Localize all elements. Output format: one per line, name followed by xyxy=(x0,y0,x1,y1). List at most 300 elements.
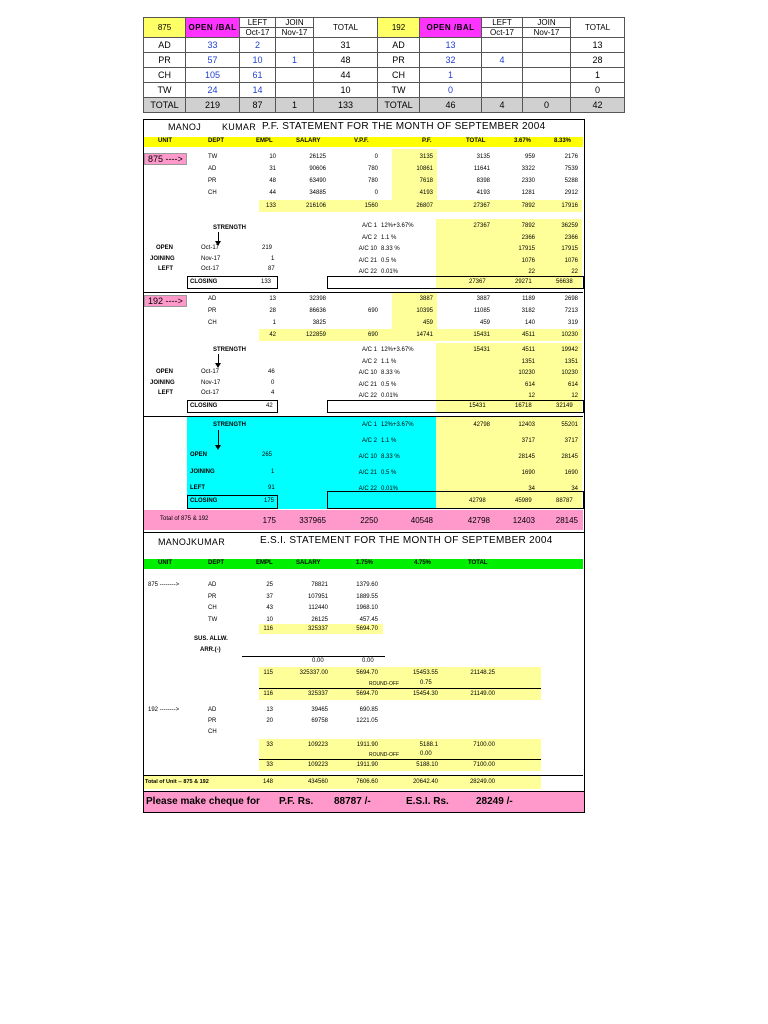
col-header: TOTAL xyxy=(468,560,488,566)
open-cell: 1 xyxy=(420,68,482,83)
value-cell: 21149.00 xyxy=(470,691,495,697)
open-label: OPEN xyxy=(156,245,174,251)
closing-total: 56638 xyxy=(556,279,573,285)
left-cell xyxy=(482,68,523,83)
value-cell: 116 xyxy=(263,626,273,632)
dept-cell: CH xyxy=(144,68,186,83)
value-cell: 48 xyxy=(269,178,276,184)
account-label: A/C 21 xyxy=(358,381,377,388)
account-value: 1076 xyxy=(564,257,578,264)
joining-value: 1 xyxy=(271,469,275,475)
subtotal-cell: 10230 xyxy=(561,332,578,338)
total-cell: 44 xyxy=(314,68,378,83)
dept-cell: CH xyxy=(378,68,420,83)
dept-cell: TW xyxy=(378,83,420,98)
value-cell: 10 xyxy=(269,154,276,160)
col-header: EMPL xyxy=(256,138,273,144)
closing-value: 133 xyxy=(261,279,272,285)
account-label: A/C 10 xyxy=(358,454,377,460)
account-value: 36259 xyxy=(561,223,578,229)
value-cell: 86636 xyxy=(309,308,326,314)
account-value: 15431 xyxy=(473,347,490,353)
total-label: TOTAL xyxy=(378,98,420,113)
account-value: 1690 xyxy=(521,470,535,476)
subtotal-cell: 42 xyxy=(269,332,276,338)
esi-name: MANOJKUMAR xyxy=(158,537,226,547)
value-cell: 37 xyxy=(266,593,273,600)
value-cell: 5694.70 xyxy=(356,691,378,697)
strength-arrow xyxy=(218,430,219,446)
account-value: 614 xyxy=(567,381,578,388)
subtotal-cell: 28145 xyxy=(555,516,578,525)
value-cell: 140 xyxy=(524,320,535,326)
subtotal-cell: 40548 xyxy=(410,516,433,525)
value-cell: 459 xyxy=(422,320,433,326)
value-cell: 2330 xyxy=(521,178,535,184)
dept-cell: CH xyxy=(208,190,217,196)
value-cell: 13 xyxy=(266,707,273,713)
account-label: A/C 1 xyxy=(361,347,377,353)
account-label: A/C 10 xyxy=(358,246,377,252)
account-rate: 12%+3.67% xyxy=(381,422,414,428)
col-header: UNIT xyxy=(158,560,172,566)
account-label: A/C 21 xyxy=(358,470,377,476)
join-cell xyxy=(523,38,571,53)
value-cell: 15454.30 xyxy=(412,691,438,697)
account-rate: 8.33 % xyxy=(381,246,400,252)
left-label: LEFT xyxy=(190,485,205,491)
join-cell xyxy=(276,83,314,98)
value-cell: 39465 xyxy=(311,707,328,713)
account-value: 1351 xyxy=(521,358,535,365)
total-row xyxy=(144,98,625,113)
account-label: A/C 2 xyxy=(361,358,377,365)
dept-cell: TW xyxy=(208,154,218,160)
value-cell: 5288 xyxy=(564,178,578,184)
open-label: OPEN xyxy=(156,369,174,375)
value-cell: 109223 xyxy=(307,742,328,748)
value-cell: 78821 xyxy=(311,582,328,588)
dept-cell: TW xyxy=(208,616,218,623)
closing-totals-box xyxy=(327,276,584,289)
value-cell: 434560 xyxy=(307,779,328,785)
account-label: A/C 2 xyxy=(361,234,377,241)
value-cell: 3322 xyxy=(521,166,535,172)
open-cell: 46 xyxy=(420,98,482,113)
unit-192-cell: 192 xyxy=(378,18,420,38)
dept-cell: PR xyxy=(208,718,217,724)
join-month: Nov-17 xyxy=(276,28,314,38)
value-cell: 2912 xyxy=(564,190,578,196)
open-month: Oct-17 xyxy=(201,369,220,375)
zero-value: 0.00 xyxy=(312,658,324,664)
col-header: V.P.F. xyxy=(354,138,369,144)
strength-label: STRENGTH xyxy=(213,347,246,353)
account-label: A/C 1 xyxy=(361,223,377,229)
value-cell: 1189 xyxy=(522,296,535,302)
strength-label: STRENGTH xyxy=(213,225,246,231)
join-cell xyxy=(523,83,571,98)
joining-label: JOINING xyxy=(150,256,175,262)
value-cell: 4193 xyxy=(476,190,490,196)
dept-cell: PR xyxy=(208,178,217,184)
pf-amount-label: P.F. Rs. xyxy=(279,796,314,807)
account-value: 3717 xyxy=(564,438,578,444)
table-row xyxy=(144,68,625,83)
left-value: 91 xyxy=(268,485,275,491)
value-cell: 0 xyxy=(374,190,378,196)
value-cell: 1911.90 xyxy=(356,762,378,768)
account-rate: 0.5 % xyxy=(381,470,397,476)
subtotal-cell: 690 xyxy=(367,332,378,338)
left-value: 4 xyxy=(271,390,275,396)
closing-value: 175 xyxy=(264,498,275,504)
value-cell: 5694.70 xyxy=(356,626,378,632)
value-cell: 7606.60 xyxy=(356,779,378,785)
left-cell: 4 xyxy=(482,98,523,113)
value-cell: 10 xyxy=(266,616,273,623)
subtotal-cell: 216106 xyxy=(305,203,326,209)
value-cell: 1 xyxy=(272,320,276,326)
open-cell: 24 xyxy=(186,83,240,98)
account-value: 17915 xyxy=(518,246,535,252)
value-cell: 31 xyxy=(269,166,276,172)
arrow-down-icon xyxy=(215,445,221,450)
join-cell: 1 xyxy=(276,98,314,113)
joining-label: JOINING xyxy=(190,469,215,475)
value-cell: 21148.25 xyxy=(470,670,495,676)
account-value: 42798 xyxy=(473,422,490,428)
left-cell: 4 xyxy=(482,53,523,68)
account-value: 2366 xyxy=(564,234,578,241)
table-row xyxy=(144,83,625,98)
total-cell: 133 xyxy=(314,98,378,113)
value-cell: 69758 xyxy=(311,718,328,724)
grand-total-label: Total of 875 & 192 xyxy=(160,516,209,522)
value-cell: 148 xyxy=(262,779,273,785)
roundoff-value: 0.00 xyxy=(420,751,432,757)
subtotal-cell: 1560 xyxy=(364,203,378,209)
left-header: LEFT xyxy=(482,18,523,28)
joining-value: 1 xyxy=(271,256,275,262)
unit-875-cell: 875 xyxy=(144,18,186,38)
account-rate: 0.01% xyxy=(381,486,399,492)
value-cell: 3135 xyxy=(476,154,490,160)
left-month: Oct-17 xyxy=(240,28,276,38)
account-label: A/C 21 xyxy=(358,257,377,264)
value-cell: 63490 xyxy=(309,178,326,184)
value-cell: 11085 xyxy=(473,308,490,314)
total-cell: 0 xyxy=(571,83,625,98)
join-cell: 1 xyxy=(276,53,314,68)
value-cell: 5694.70 xyxy=(356,670,378,676)
open-bal-header: OPEN /BAL xyxy=(186,18,240,38)
value-cell: 15453.55 xyxy=(412,670,438,676)
joining-label: JOINING xyxy=(150,380,175,386)
account-rate: 1.1 % xyxy=(381,358,397,365)
unit-192-label: 192 --------> xyxy=(148,707,180,713)
table-row xyxy=(144,38,625,53)
roundoff-label: ROUND-OFF xyxy=(369,681,399,687)
open-label: OPEN xyxy=(190,452,208,458)
open-cell: 0 xyxy=(420,83,482,98)
account-label: A/C 22 xyxy=(358,486,377,492)
pf-name-last: KUMAR xyxy=(222,122,257,132)
left-month: Oct-17 xyxy=(482,28,523,38)
closing-total: 32149 xyxy=(556,403,573,409)
value-cell: 109223 xyxy=(307,762,328,768)
col-header: 1.75% xyxy=(356,560,374,566)
unit-875-tag: 875 ----> xyxy=(144,153,187,165)
left-label: LEFT xyxy=(158,390,173,396)
value-cell: 780 xyxy=(367,178,378,184)
joining-month: Nov-17 xyxy=(201,380,221,386)
total-cell: 31 xyxy=(314,38,378,53)
account-value: 34 xyxy=(528,486,535,492)
account-value: 28145 xyxy=(561,454,578,460)
value-cell: 26125 xyxy=(309,154,326,160)
total-cell: 1 xyxy=(571,68,625,83)
closing-total: 29271 xyxy=(515,279,532,285)
subtotal-cell: 14741 xyxy=(416,332,433,338)
dept-cell: CH xyxy=(208,729,217,735)
subtotal-cell: 17916 xyxy=(561,203,578,209)
closing-total: 45989 xyxy=(515,498,532,504)
account-label: A/C 10 xyxy=(358,370,377,376)
join-header: JOIN xyxy=(523,18,571,28)
roundoff-label: ROUND-OFF xyxy=(369,752,399,758)
subtotal-cell: 12403 xyxy=(512,516,535,525)
left-header: LEFT xyxy=(240,18,276,28)
joining-month: Nov-17 xyxy=(201,256,221,262)
value-cell: 1968.10 xyxy=(356,605,378,611)
account-value: 27367 xyxy=(473,223,490,229)
dept-cell: CH xyxy=(208,320,217,326)
account-value: 22 xyxy=(528,269,535,275)
value-cell: 13 xyxy=(269,296,276,302)
left-month: Oct-17 xyxy=(201,266,220,272)
account-rate: 0.5 % xyxy=(381,257,397,264)
left-cell xyxy=(482,83,523,98)
total-header: TOTAL xyxy=(314,18,378,38)
closing-totals-box xyxy=(327,491,584,509)
pf-statement-title: P.F. STATEMENT FOR THE MONTH OF SEPTEMBER 2004 xyxy=(262,121,546,132)
divider xyxy=(143,775,583,776)
account-rate: 0.01% xyxy=(381,269,399,275)
value-cell: 7539 xyxy=(564,166,578,172)
account-rate: 8.33 % xyxy=(381,454,400,460)
value-cell: 26125 xyxy=(311,616,328,623)
col-header: 8.33% xyxy=(554,138,572,144)
joining-value: 0 xyxy=(271,380,275,386)
dept-cell: AD xyxy=(208,166,217,172)
account-rate: 1.1 % xyxy=(381,438,397,444)
join-cell: 0 xyxy=(523,98,571,113)
account-value: 12 xyxy=(571,393,578,399)
account-rate: 12%+3.67% xyxy=(381,223,414,229)
value-cell: 319 xyxy=(567,320,578,326)
value-cell: 690.85 xyxy=(359,707,378,713)
subtotal-cell: 175 xyxy=(262,516,276,525)
value-cell: 32398 xyxy=(309,296,326,302)
value-cell: 112440 xyxy=(308,605,328,611)
esi-statement-title: E.S.I. STATEMENT FOR THE MONTH OF SEPTEMBER 2004 xyxy=(260,535,553,546)
value-cell: 33 xyxy=(266,762,273,768)
left-cell: 2 xyxy=(240,38,276,53)
total-cell: 48 xyxy=(314,53,378,68)
esi-amount-label: E.S.I. Rs. xyxy=(406,796,449,807)
strength-summary-table xyxy=(143,17,625,113)
value-cell: 7100.00 xyxy=(473,742,495,748)
value-cell: 959 xyxy=(524,154,535,160)
value-cell: 7618 xyxy=(419,178,433,184)
total-cell: 28 xyxy=(571,53,625,68)
col-header: SALARY xyxy=(296,138,321,144)
join-cell xyxy=(276,68,314,83)
account-value: 22 xyxy=(571,269,578,275)
closing-label: CLOSING xyxy=(190,403,218,409)
account-rate: 0.5 % xyxy=(381,381,397,388)
value-cell: 34885 xyxy=(309,190,326,196)
arrears-label: ARR.(-) xyxy=(200,647,221,653)
account-label: A/C 22 xyxy=(358,393,377,399)
value-cell: 325337 xyxy=(307,626,328,632)
open-cell: 32 xyxy=(420,53,482,68)
dept-cell: AD xyxy=(208,296,217,302)
col-header: TOTAL xyxy=(466,138,486,144)
closing-total: 27367 xyxy=(469,279,486,285)
account-value: 7892 xyxy=(521,223,535,229)
divider xyxy=(259,759,541,760)
value-cell: 115 xyxy=(263,670,273,676)
account-value: 614 xyxy=(524,381,535,388)
dept-cell: AD xyxy=(378,38,420,53)
account-value: 10230 xyxy=(561,370,578,376)
subtotal-cell: 122859 xyxy=(305,332,326,338)
left-cell: 61 xyxy=(240,68,276,83)
value-cell: 33 xyxy=(266,742,273,748)
total-cell: 10 xyxy=(314,83,378,98)
closing-totals-box xyxy=(327,400,584,413)
open-cell: 219 xyxy=(186,98,240,113)
account-value: 12403 xyxy=(518,422,535,428)
divider xyxy=(259,688,541,689)
divider xyxy=(242,656,385,657)
dept-cell: PR xyxy=(208,308,217,314)
closing-total: 15431 xyxy=(469,403,486,409)
account-value: 1351 xyxy=(564,358,578,365)
value-cell: 44 xyxy=(269,190,276,196)
value-cell: 28249.00 xyxy=(469,779,495,785)
subtotal-cell: 2250 xyxy=(360,516,378,525)
open-bal-header: OPEN /BAL xyxy=(420,18,482,38)
value-cell: 20642.40 xyxy=(412,779,438,785)
account-value: 2366 xyxy=(521,234,535,241)
join-header: JOIN xyxy=(276,18,314,28)
left-month: Oct-17 xyxy=(201,390,220,396)
account-value: 3717 xyxy=(521,438,535,444)
value-cell: 325337.00 xyxy=(299,670,328,676)
value-cell: 1379.60 xyxy=(356,582,378,588)
strength-label: STRENGTH xyxy=(213,422,246,428)
pf-header-bar xyxy=(144,137,583,147)
join-cell xyxy=(276,38,314,53)
pf-name-first: MANOJ xyxy=(168,122,201,132)
account-value: 34 xyxy=(571,486,578,492)
value-cell: 325337 xyxy=(307,691,328,697)
total-header: TOTAL xyxy=(571,18,625,38)
value-cell: 28 xyxy=(269,308,276,314)
account-value: 1690 xyxy=(564,470,578,476)
unit-875-label: 875 --------> xyxy=(148,582,180,588)
value-cell: 10861 xyxy=(416,166,433,172)
closing-total: 42798 xyxy=(469,498,486,504)
account-label: A/C 22 xyxy=(358,269,377,275)
left-cell: 87 xyxy=(240,98,276,113)
account-label: A/C 2 xyxy=(361,438,377,444)
value-cell: 116 xyxy=(263,691,273,697)
zero-value: 0.00 xyxy=(362,658,374,664)
left-cell: 10 xyxy=(240,53,276,68)
join-cell xyxy=(523,68,571,83)
account-rate: 12%+3.67% xyxy=(381,347,414,353)
dept-cell: AD xyxy=(208,707,217,713)
subtotal-cell: 26807 xyxy=(416,203,433,209)
dept-cell: CH xyxy=(208,605,217,611)
open-value: 46 xyxy=(268,369,275,375)
total-label: TOTAL xyxy=(144,98,186,113)
value-cell: 8398 xyxy=(476,178,490,184)
subtotal-cell: 42798 xyxy=(467,516,490,525)
dept-cell: PR xyxy=(378,53,420,68)
dept-cell: TW xyxy=(144,83,186,98)
account-rate: 1.1 % xyxy=(381,234,397,241)
esi-grand-total-label: Total of Unit -- 875 & 192 xyxy=(145,779,209,785)
value-cell: 4193 xyxy=(419,190,433,196)
esi-amount-value: 28249 /- xyxy=(476,796,513,807)
col-header: P.F. xyxy=(422,138,432,144)
subtotal-cell: 133 xyxy=(265,203,276,209)
open-cell: 105 xyxy=(186,68,240,83)
unit-192-tag: 192 ----> xyxy=(144,295,187,307)
value-cell: 2698 xyxy=(564,296,578,302)
value-cell: 7100.00 xyxy=(473,762,495,768)
open-value: 265 xyxy=(262,452,273,458)
account-value: 10230 xyxy=(518,370,535,376)
open-cell: 33 xyxy=(186,38,240,53)
account-label: A/C 1 xyxy=(361,422,377,428)
subtotal-cell: 7892 xyxy=(521,203,535,209)
account-value: 4511 xyxy=(522,347,535,353)
dept-cell: PR xyxy=(208,593,217,600)
join-cell xyxy=(523,53,571,68)
closing-label: CLOSING xyxy=(190,279,218,285)
arrow-down-icon xyxy=(215,363,221,368)
closing-value: 42 xyxy=(266,403,273,409)
left-cell xyxy=(482,38,523,53)
col-header: 3.67% xyxy=(514,138,532,144)
value-cell: 107951 xyxy=(307,593,328,600)
value-cell: 3887 xyxy=(419,296,433,302)
total-cell: 42 xyxy=(571,98,625,113)
value-cell: 3135 xyxy=(419,154,433,160)
value-cell: 3182 xyxy=(521,308,535,314)
left-value: 87 xyxy=(268,266,275,272)
roundoff-value: 0.75 xyxy=(420,680,432,686)
subtotal-cell: 4511 xyxy=(522,332,535,338)
value-cell: 5188.10 xyxy=(416,762,438,768)
col-header: UNIT xyxy=(158,138,172,144)
